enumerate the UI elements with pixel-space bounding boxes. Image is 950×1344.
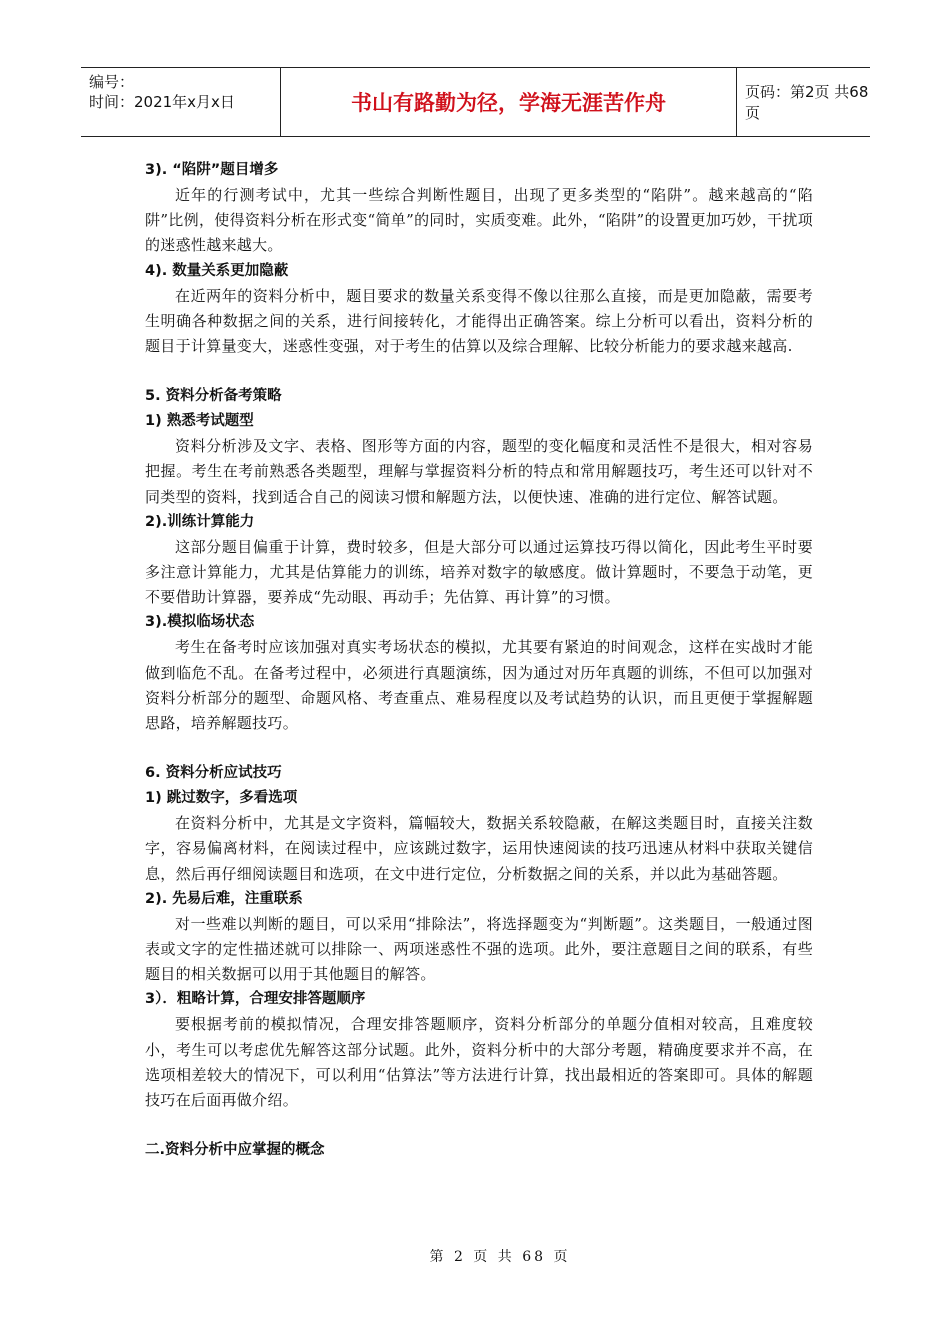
section-heading: 2). 先易后难，注重联系 <box>145 890 303 907</box>
section-paragraph: 考生在备考时应该加强对真实考场状态的模拟，尤其要有紧迫的时间观念，这样在实战时才能做到临危不乱。在备考过程中，必须进行真题演练，因为通过对历年真题的训练，不但可以加强对资料分析部分的题型、命题风格、考查重点、难易程度以及考试趋势的认识，而且更便于掌握解题思路，培养解题技巧。 <box>145 638 813 733</box>
section-6-3 <box>145 987 813 1113</box>
section-heading: 5. 资料分析备考策略 <box>145 388 282 405</box>
section-paragraph: 近年的行测考试中，尤其一些综合判断性题目，出现了更多类型的“陷阱”。越来越高的“陷阱”比例，使得资料分析在形式变“简单”的同时，实质变难。此外，“陷阱”的设置更加巧妙，干扰项的迷惑性越来越大。 <box>145 186 813 255</box>
section-6-skills <box>145 761 813 786</box>
section-paragraph: 对一些难以判断的题目，可以采用“排除法”，将选择题变为“判断题”。这类题目，一般通过图表或文字的定性描述就可以排除一、两项迷惑性不强的选项。此外，要注意题目之间的联系，有些题目的相关数据可以用于其他题目的解答。 <box>145 914 813 984</box>
section-5-1 <box>145 409 813 510</box>
footer-page-number: 第 2 页 共 68 页 <box>429 1249 571 1265</box>
section-heading: 3).模拟临场状态 <box>145 614 255 631</box>
section-3-traps <box>145 158 813 259</box>
section-paragraph: 资料分析涉及文字、表格、图形等方面的内容，题型的变化幅度和灵活性不是很大，相对容易把握。考生在考前熟悉各类题型，理解与掌握资料分析的特点和常用解题技巧，考生还可以针对不同类型的资料，找到适合自己的阅读习惯和解题方法，以便快速、准确的进行定位、解答试题。 <box>145 437 813 506</box>
section-heading: 1) 跳过数字，多看选项 <box>145 790 298 807</box>
section-5-3 <box>145 610 813 736</box>
section-paragraph: 这部分题目偏重于计算，费时较多，但是大部分可以通过运算技巧得以简化，因此考生平时要多注意计算能力，尤其是估算能力的训练，培养对数字的敏感度。做计算题时，不要急于动笔，更不要借助计算器，要养成“先动眼、再动手；先估算、再计算”的习惯。 <box>145 537 813 607</box>
document-body <box>145 158 813 1163</box>
section-heading: 3). “陷阱”题目增多 <box>145 162 279 178</box>
section-paragraph: 要根据考前的模拟情况，合理安排答题顺序，资料分析部分的单题分值相对较高，且难度较小，考生可以考虑优先解答这部分试题。此外，资料分析中的大部分考题，精确度要求并不高，在选项相差较大的情况下，可以利用“估算法”等方法进行计算，找出最相近的答案即可。具体的解题技巧在后面再做介绍。 <box>145 1015 813 1110</box>
section-paragraph: 在近两年的资料分析中，题目要求的数量关系变得不像以往那么直接，而是更加隐蔽，需要考生明确各种数据之间的关系，进行间接转化，才能得出正确答案。综上分析可以看出，资料分析的题目于计算量变大，迷惑性变强，对于考生的估算以及综合理解、比较分析能力的要求越来越高. <box>145 286 813 356</box>
section-5-strategy <box>145 384 813 409</box>
section-heading: 二.资料分析中应掌握的概念 <box>145 1142 325 1159</box>
section-4-hidden-relations <box>145 259 813 360</box>
section-2-concepts <box>145 1138 813 1163</box>
header-table <box>81 67 870 137</box>
header-motto: 书山有路勤为径，学海无涯苦作舟 <box>281 68 737 136</box>
section-heading: 4). 数量关系更加隐蔽 <box>145 262 289 279</box>
section-heading: 6. 资料分析应试技巧 <box>145 765 282 782</box>
section-6-1 <box>145 786 813 887</box>
section-6-2 <box>145 887 813 988</box>
header-meta <box>81 68 281 136</box>
section-5-2 <box>145 510 813 611</box>
section-heading: 3）．粗略计算，合理安排答题顺序 <box>145 991 366 1008</box>
header-page-info: 页码：第2页 共68页 <box>745 83 869 122</box>
page-footer <box>0 1246 950 1266</box>
section-heading: 1) 熟悉考试题型 <box>145 413 254 430</box>
section-heading: 2).训练计算能力 <box>145 513 255 530</box>
section-paragraph: 在资料分析中，尤其是文字资料，篇幅较大，数据关系较隐蔽，在解这类题目时，直接关注数字，容易偏离材料，在阅读过程中，应该跳过数字，运用快速阅读的技巧迅速从材料中获取关键信息，然后再仔细阅读题目和选项，在文中进行定位，分析数据之间的关系，并以此为基础答题。 <box>145 814 813 883</box>
time-label: 时间：2021年x月x日 <box>89 93 235 111</box>
number-label: 编号： <box>89 73 135 91</box>
